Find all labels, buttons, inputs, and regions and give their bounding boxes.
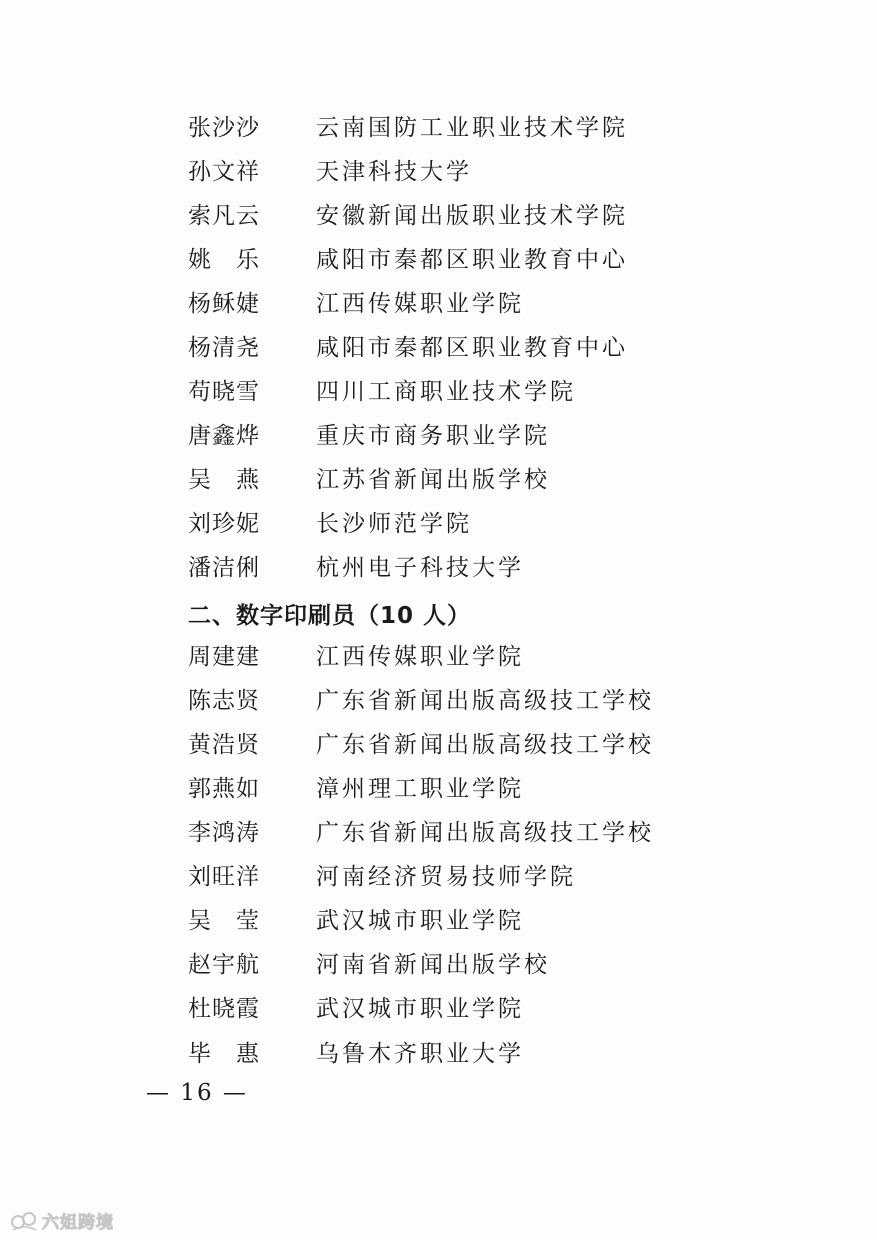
- person-name: 孙文祥: [188, 158, 260, 185]
- watermark: [10, 1208, 114, 1233]
- organization: 重庆市商务职业学院: [316, 423, 550, 450]
- watermark-text: 六姐跨境: [42, 1213, 114, 1233]
- person-name: 索凡云: [188, 202, 260, 229]
- list-item: [188, 988, 748, 1032]
- organization: 河南经济贸易技师学院: [316, 864, 576, 891]
- name-list: [188, 106, 748, 1076]
- organization: 安徽新闻出版职业技术学院: [316, 202, 628, 229]
- list-item: [188, 856, 748, 900]
- list-item: [188, 635, 748, 679]
- list-item: [188, 150, 748, 194]
- page-number: — 16 —: [146, 1080, 248, 1106]
- person-name: 周建建: [188, 643, 260, 670]
- list-item: [188, 503, 748, 547]
- person-name: 刘旺洋: [188, 864, 260, 891]
- person-name: 杨稣婕: [188, 290, 260, 317]
- organization: 咸阳市秦都区职业教育中心: [316, 335, 628, 362]
- organization: 长沙师范学院: [316, 511, 472, 538]
- list-item: [188, 459, 748, 503]
- person-name: 苟晓雪: [188, 379, 260, 406]
- person-name: 陈志贤: [188, 687, 260, 714]
- list-item: [188, 679, 748, 723]
- list-item: [188, 900, 748, 944]
- organization: 杭州电子科技大学: [316, 555, 524, 582]
- person-name: 杜晓霞: [188, 996, 260, 1023]
- organization: 武汉城市职业学院: [316, 908, 524, 935]
- organization: 四川工商职业技术学院: [316, 379, 576, 406]
- organization: 江西传媒职业学院: [316, 290, 524, 317]
- organization: 广东省新闻出版高级技工学校: [316, 820, 654, 847]
- section-heading: 二、数字印刷员（10 人）: [188, 602, 472, 629]
- person-name: 潘洁俐: [188, 555, 260, 582]
- organization: 云南国防工业职业技术学院: [316, 114, 628, 141]
- organization: 江苏省新闻出版学校: [316, 467, 550, 494]
- list-item: [188, 723, 748, 767]
- person-name: 唐鑫烨: [188, 423, 260, 450]
- list-item: [188, 767, 748, 811]
- organization: 广东省新闻出版高级技工学校: [316, 687, 654, 714]
- person-name: 张沙沙: [188, 114, 260, 141]
- person-name: 赵宇航: [188, 952, 260, 979]
- list-item: [188, 415, 748, 459]
- person-name: 吴 莹: [188, 908, 260, 935]
- organization: 广东省新闻出版高级技工学校: [316, 731, 654, 758]
- organization: 咸阳市秦都区职业教育中心: [316, 246, 628, 273]
- person-name: 吴 燕: [188, 467, 260, 494]
- person-name: 杨清尧: [188, 335, 260, 362]
- person-name: 姚 乐: [188, 246, 260, 273]
- watermark-logo-icon: [10, 1210, 38, 1232]
- organization: 江西传媒职业学院: [316, 643, 524, 670]
- organization: 河南省新闻出版学校: [316, 952, 550, 979]
- list-item: [188, 1032, 748, 1076]
- organization: 天津科技大学: [316, 158, 472, 185]
- list-item: [188, 238, 748, 282]
- list-item: [188, 106, 748, 150]
- list-item: [188, 194, 748, 238]
- person-name: 刘珍妮: [188, 511, 260, 538]
- person-name: 李鸿涛: [188, 820, 260, 847]
- list-item: [188, 547, 748, 591]
- person-name: 郭燕如: [188, 775, 260, 802]
- list-item: [188, 944, 748, 988]
- list-item: [188, 371, 748, 415]
- organization: 乌鲁木齐职业大学: [316, 1040, 524, 1067]
- list-item: [188, 326, 748, 370]
- person-name: 黄浩贤: [188, 731, 260, 758]
- organization: 武汉城市职业学院: [316, 996, 524, 1023]
- person-name: 毕 惠: [188, 1040, 260, 1067]
- organization: 漳州理工职业学院: [316, 775, 524, 802]
- list-item: [188, 812, 748, 856]
- list-item: [188, 282, 748, 326]
